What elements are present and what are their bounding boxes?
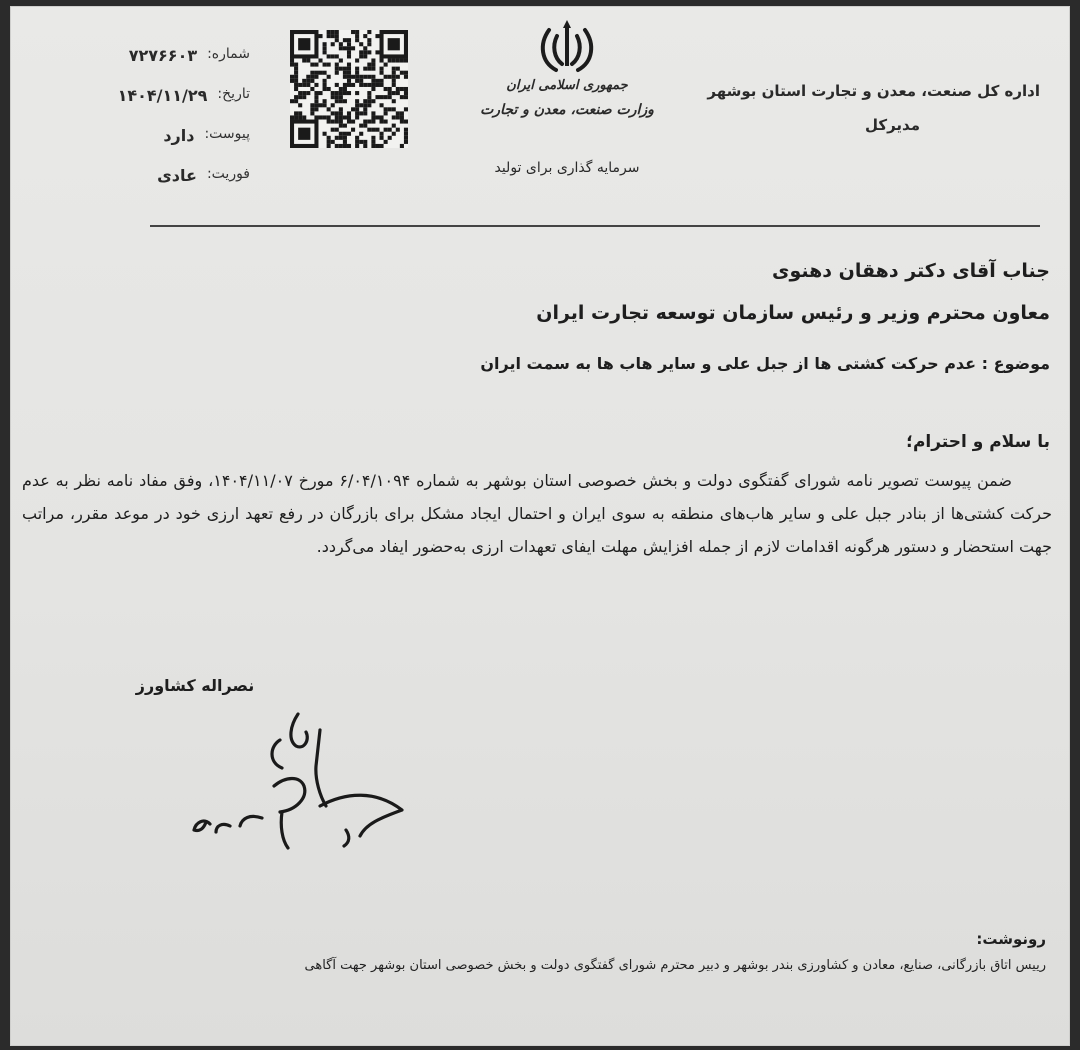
attachment-value: دارد: [163, 126, 195, 145]
number-value: ۷۲۷۶۶۰۳: [128, 46, 198, 65]
priority-value: عادی: [157, 166, 197, 185]
issuer-position: مدیرکل: [864, 116, 920, 134]
letter-subject: موضوع : عدم حرکت کشتی ها از جبل علی و سایر هاب ها به سمت ایران: [480, 354, 1050, 373]
ministry-name: وزارت صنعت، معدن و تجارت: [480, 102, 654, 118]
date-value: ۱۴۰۴/۱۱/۲۹: [117, 86, 208, 105]
meta-attachment: [40, 126, 250, 166]
issuer-organization: اداره کل صنعت، معدن و تجارت استان بوشهر: [707, 82, 1040, 100]
slogan: سرمایه گذاری برای تولید: [494, 160, 640, 176]
letter-body: ضمن پیوست تصویر نامه شورای گفتگوی دولت و بخش خصوصی استان بوشهر به شماره ۶/۰۴/۱۰۹۴ مورخ ۱۴۰۴/۱۱/۰۷، وفق مفاد نامه نظر به عدم حرکت کشتی‌ها از بنادر جبل علی و سایر هاب‌های منطقه به سوی ایران و احتمال ایجاد مشکل برای بازرگان در رفع تعهد ارزی خود در موعد مقرر، مراتب جهت استحضار و دستور هرگونه اقدامات لازم از جمله افزایش مهلت ایفای تعهدات ارزی به‌حضور ایفاد می‌گردد.: [22, 471, 1052, 556]
cc-label: رونوشت:: [976, 930, 1046, 948]
qr-code[interactable]: [290, 30, 408, 148]
letter-meta: [40, 46, 250, 206]
addressee-name: جناب آقای دکتر دهقان دهنوی: [772, 260, 1050, 282]
meta-number: [40, 46, 250, 86]
country-name: جمهوری اسلامی ایران: [506, 78, 628, 93]
cc-recipients: رییس اتاق بازرگانی، صنایع، معادن و کشاورزی بندر بوشهر و دبیر محترم شورای گفتگوی دولت و بخش خصوصی استان بوشهر جهت آگاهی: [304, 958, 1046, 973]
meta-priority: [40, 166, 250, 206]
meta-date: [40, 86, 250, 126]
number-label: شماره:: [207, 46, 250, 62]
priority-label: فوریت:: [206, 166, 250, 182]
letter-page: [10, 6, 1070, 1046]
addressee-title: معاون محترم وزیر و رئیس سازمان توسعه تجارت ایران: [536, 302, 1050, 324]
attachment-label: پیوست:: [204, 126, 250, 142]
iran-emblem-icon: [536, 16, 598, 76]
signature-image: [170, 706, 420, 856]
header-divider: [150, 225, 1040, 227]
date-label: تاریخ:: [217, 86, 250, 102]
signer-name: نصراله کشاورز: [135, 676, 255, 695]
salutation: با سلام و احترام؛: [906, 432, 1050, 452]
